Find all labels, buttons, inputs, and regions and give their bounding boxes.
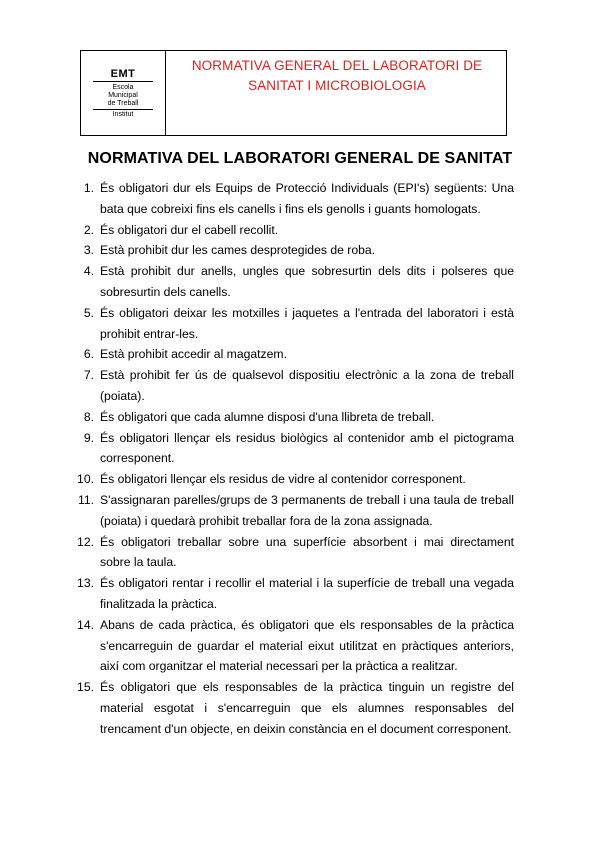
rule-number: 6. xyxy=(83,347,94,362)
rule-item xyxy=(77,677,514,739)
rule-number: 15. xyxy=(77,680,94,695)
rule-item xyxy=(77,532,514,574)
rule-item xyxy=(83,407,514,428)
rule-number: 12. xyxy=(77,534,94,549)
logo-line-3: de Treball xyxy=(107,99,139,107)
rule-number: 10. xyxy=(77,472,94,487)
rule-text: És obligatori que cada alumne disposi d'una llibreta de treball. xyxy=(100,409,435,424)
rule-number: 4. xyxy=(83,264,94,279)
rule-item xyxy=(77,573,514,615)
rule-number: 5. xyxy=(83,305,94,320)
rule-number: 11. xyxy=(77,492,94,507)
rule-text: S'assignaran parelles/grups de 3 permanents de treball i una taula de treball (poiata) i quedarà prohibit treballar fora de la zona assignada. xyxy=(100,492,514,528)
rule-text: Està prohibit accedir al magatzem. xyxy=(100,347,287,362)
rule-text: Està prohibit fer ús de qualsevol dispositiu electrònic a la zona de treball (poiata). xyxy=(100,368,514,403)
rule-number: 9. xyxy=(83,430,94,445)
rule-item xyxy=(83,220,514,241)
rule-item xyxy=(83,428,514,470)
rule-number: 8. xyxy=(83,409,94,424)
rule-text: És obligatori llençar els residus biològics al contenidor amb el pictograma corresponent. xyxy=(100,430,514,466)
rule-number: 7. xyxy=(83,368,94,383)
rule-number: 1. xyxy=(83,181,94,195)
rule-item xyxy=(77,469,514,490)
logo-line-4: Institut xyxy=(93,109,153,119)
rule-item xyxy=(83,365,514,407)
rule-number: 14. xyxy=(77,617,94,632)
rule-text: És obligatori dur el cabell recollit. xyxy=(100,222,279,237)
rule-number: 13. xyxy=(77,576,94,591)
rule-item xyxy=(83,261,514,303)
rule-text: Està prohibit dur les cames desprotegides de roba. xyxy=(100,243,376,258)
document-title: NORMATIVA DEL LABORATORI GENERAL DE SANITAT xyxy=(87,150,513,167)
rule-text: Està prohibit dur anells, ungles que sobresurtin dels dits i polseres que sobresurtin dels canells. xyxy=(100,264,514,299)
header-table xyxy=(80,50,507,136)
rule-item xyxy=(77,490,514,532)
rule-text: És obligatori dur els Equips de Protecció Individuals (EPI's) següents: Una bata que cobreixi fins els canells i fins els genolls i guants homologats. xyxy=(100,181,514,216)
rule-text: És obligatori que els responsables de la pràctica tinguin un registre del material esgotat i s'encarreguin que els alumnes responsables del trencament d'un objecte, en deixin constància en el document corresponent. xyxy=(100,680,514,736)
school-logo xyxy=(93,68,153,119)
rule-item xyxy=(77,615,514,677)
rule-text: Abans de cada pràctica, és obligatori que els responsables de la pràctica s'encarreguin de guardar el material eixut utilitzat en pràctiques anteriors, així com organitzar el material necessari per la pràctica a realitzar. xyxy=(100,617,514,674)
logo-cell xyxy=(81,51,166,135)
rule-item xyxy=(83,178,514,220)
rule-text: És obligatori llençar els residus de vidre al contenidor corresponent. xyxy=(100,472,466,487)
rule-item xyxy=(83,303,514,345)
header-title: NORMATIVA GENERAL DEL LABORATORI DE SANITAT I MICROBIOLOGIA xyxy=(191,58,483,93)
rule-number: 3. xyxy=(83,243,94,258)
rule-text: És obligatori rentar i recollir el material i la superfície de treball una vegada finalitzada la pràctica. xyxy=(100,576,514,611)
rule-number: 2. xyxy=(83,222,94,237)
rule-text: És obligatori deixar les motxilles i jaquetes a l'entrada del laboratori i està prohibit entrar-les. xyxy=(100,305,514,341)
rule-item xyxy=(83,344,514,365)
rule-text: És obligatori treballar sobre una superfície absorbent i mai directament sobre la taula. xyxy=(100,534,514,570)
rules-list xyxy=(77,178,514,740)
rule-item xyxy=(83,240,514,261)
logo-abbreviation: EMT xyxy=(93,68,153,82)
logo-line-2: Municipal xyxy=(108,91,138,99)
logo-line-1: Escola xyxy=(112,83,134,91)
